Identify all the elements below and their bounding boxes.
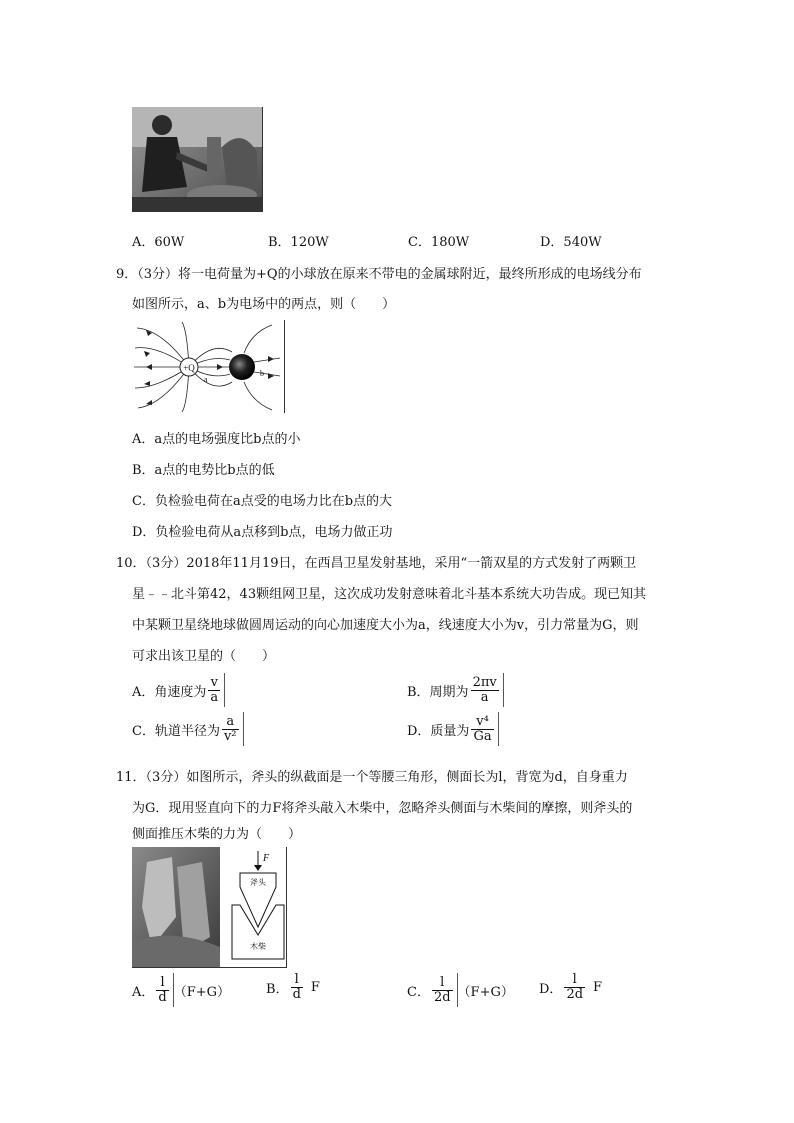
q10-option-a-fraction [208, 676, 220, 704]
q11-option-b-prefix: B． [266, 981, 289, 997]
q11-option-b [266, 973, 320, 1001]
q11-axe-diagram [132, 847, 286, 967]
q9-figure-label-charge: +Q [183, 363, 195, 373]
q10-option-c [132, 712, 244, 746]
q11-stem-line1: 11．（3分）如图所示，斧头的纵截面是一个等腰三角形，侧面长为l，背宽为d，自身重力 [116, 770, 628, 785]
q11-option-c-denominator: 2d [433, 989, 451, 1005]
q10-option-c-fraction [222, 715, 239, 743]
q8-option-a: A．60W [132, 235, 185, 250]
q11-option-c-numerator: l [432, 976, 453, 991]
q11-option-d-numerator: l [564, 973, 585, 988]
q11-stem-line2: 为G．现用竖直向下的力F将斧头敲入木柴中，忽略斧头侧面与木柴间的摩擦，则斧头的 [132, 801, 633, 816]
q10-option-a-prefix: A．角速度为 [132, 684, 207, 700]
q10-option-c-prefix: C．轨道半径为 [132, 723, 220, 739]
q9-field-lines-diagram [132, 320, 284, 413]
q11-stem-line3: 侧面推压木柴的力为（ ） [132, 827, 302, 842]
q9-option-c: C．负检验电荷在a点受的电场力比在b点的大 [132, 494, 393, 509]
q8-photo-illustration [132, 107, 262, 211]
q10-option-d-prefix: D．质量为 [407, 723, 470, 739]
q11-option-b-numerator: l [291, 973, 303, 988]
q10-option-d-divider [498, 712, 499, 746]
q10-stem-line1: 10．（3分）2018年11月19日，在西昌卫星发射基地，采用“一箭双星的方式发射了两颗卫 [116, 556, 637, 571]
q10-stem-line4: 可求出该卫星的（ ） [132, 649, 276, 664]
q10-option-b-divider [503, 673, 504, 707]
q10-stem-line2: 星﹣﹣北斗第42，43颗组网卫星，这次成功发射意味着北斗基本系统大功告成。现已知其 [132, 587, 647, 602]
q11-option-d [539, 973, 602, 1001]
q10-stem-line3: 中某颗卫星绕地球做圆周运动的向心加速度大小为a，线速度大小为v，引力常量为G，则 [132, 618, 639, 633]
q8-option-b: B．120W [268, 235, 329, 250]
q10-option-a-denominator: a [210, 689, 219, 705]
q11-option-a-numerator: l [156, 976, 168, 991]
q9-stem-line2: 如图所示，a、b为电场中的两点，则（ ） [132, 297, 396, 312]
q11-option-d-fraction [564, 973, 585, 1001]
q9-option-d: D．负检验电荷从a点移到b点，电场力做正功 [132, 525, 393, 540]
q11-option-c-suffix: （F+G） [457, 984, 514, 1000]
q10-option-b-numerator: 2πv [472, 674, 497, 690]
q11-option-c [407, 973, 514, 1007]
q8-photo [132, 107, 263, 212]
q11-option-d-denominator: 2d [566, 986, 584, 1002]
q9-field-figure [132, 320, 285, 413]
q11-option-c-prefix: C． [407, 984, 430, 1000]
q10-option-d-fraction [471, 715, 493, 743]
q10-option-a-divider [224, 673, 225, 707]
q9-figure-label-b: b [260, 369, 264, 378]
q11-option-a-prefix: A． [132, 984, 155, 1000]
q10-option-a-numerator: v [208, 676, 220, 691]
q10-option-b-prefix: B．周期为 [407, 684, 469, 700]
q11-figure-label-force: F [263, 853, 270, 864]
q11-option-b-fraction [291, 973, 303, 1001]
q11-option-a-suffix: （F+G） [173, 984, 231, 1000]
q10-option-a [132, 673, 225, 707]
q10-option-c-numerator: a [222, 715, 239, 730]
q9-option-a: A．a点的电场强度比b点的小 [132, 432, 301, 447]
q11-option-a [132, 973, 230, 1007]
q11-option-c-fraction [432, 976, 453, 1004]
q11-option-d-suffix: F [593, 979, 603, 995]
q8-option-d: D．540W [540, 235, 602, 250]
q10-option-c-divider [243, 712, 244, 746]
q11-figure [132, 847, 287, 968]
q10-option-d-denominator: Ga [473, 728, 492, 744]
q10-option-b-fraction [471, 676, 499, 704]
q9-stem-line1: 9．（3分）将一电荷量为+Q的小球放在原来不带电的金属球附近，最终所形成的电场线分布 [116, 267, 642, 282]
q11-figure-label-wood: 木柴 [250, 942, 266, 951]
q11-option-b-suffix: F [310, 979, 320, 995]
q11-option-d-prefix: D． [539, 981, 563, 997]
q10-option-b-denominator: a [480, 689, 489, 705]
q8-option-c: C．180W [408, 235, 470, 250]
q9-option-b: B．a点的电势比b点的低 [132, 463, 275, 478]
q11-option-b-denominator: d [292, 986, 301, 1002]
q10-option-d-numerator: v⁴ [471, 715, 493, 730]
q10-option-d [407, 712, 499, 746]
q10-option-b [407, 673, 504, 707]
q10-option-c-denominator: v² [223, 728, 237, 744]
q11-figure-label-axe: 斧头 [250, 878, 266, 887]
q9-figure-label-a: a [204, 375, 208, 384]
q11-option-a-denominator: d [158, 989, 167, 1005]
q11-option-a-fraction [156, 976, 168, 1004]
